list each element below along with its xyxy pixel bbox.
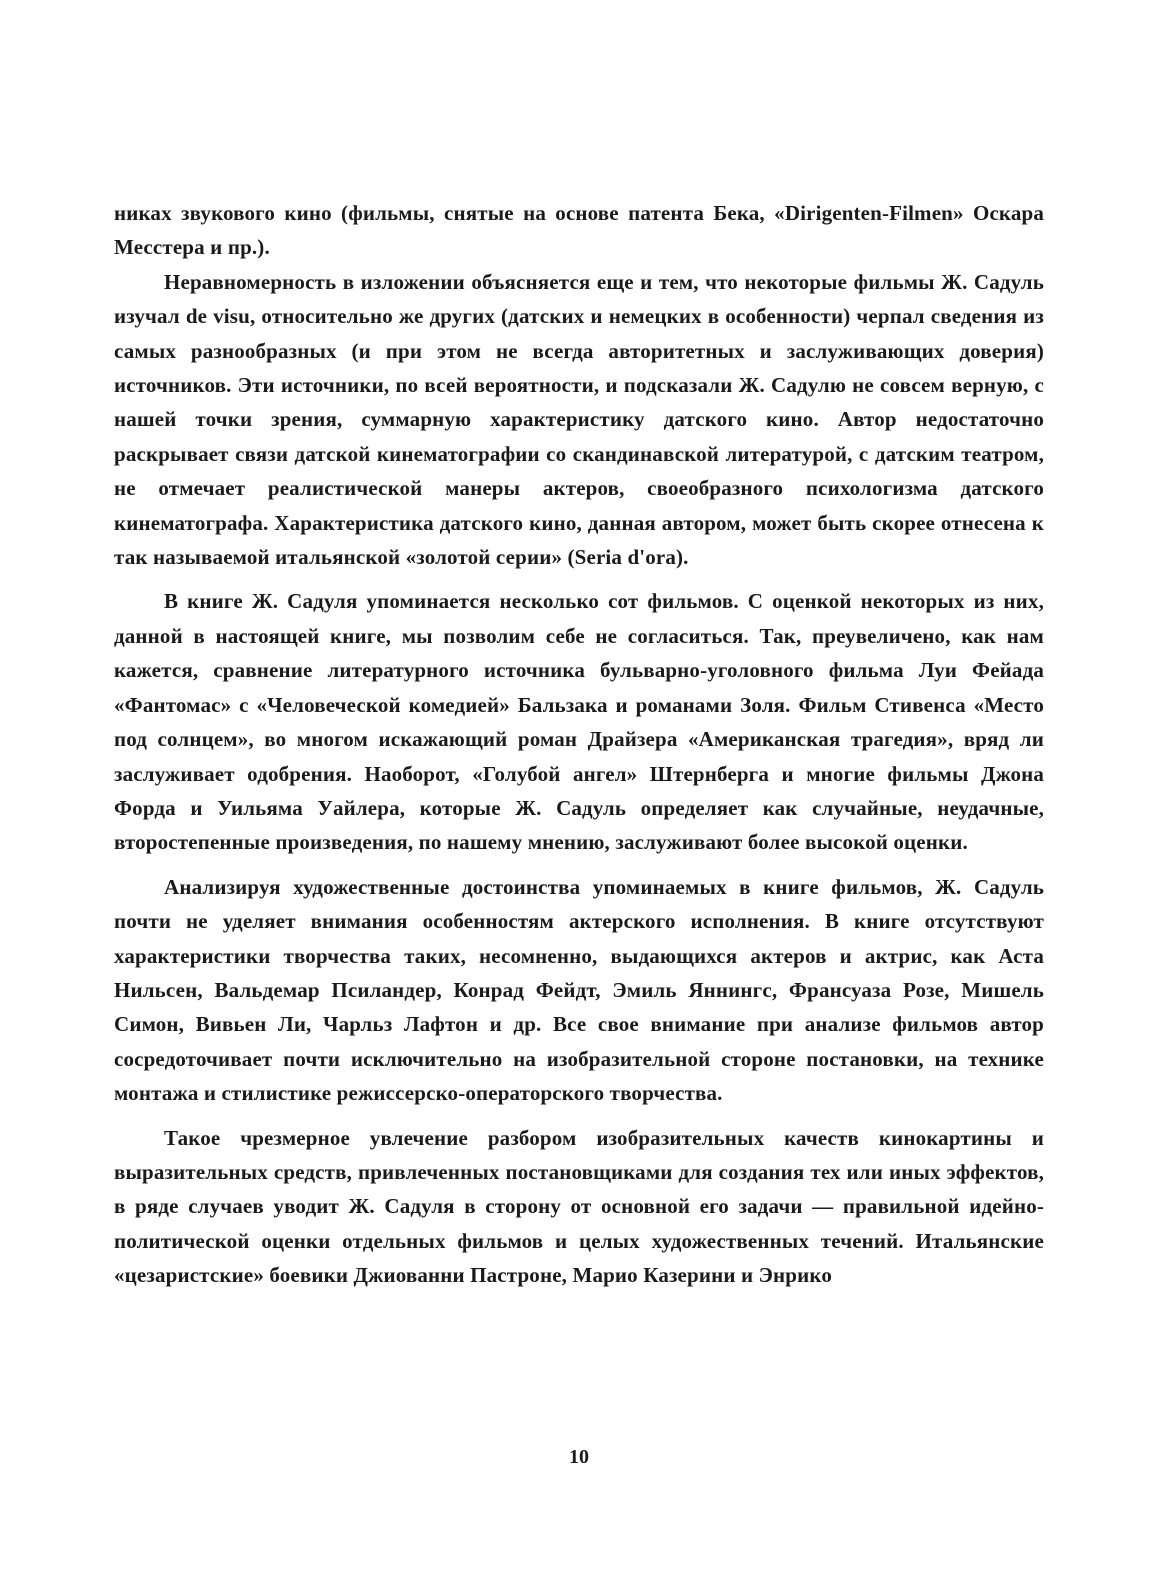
paragraph-visual-focus: Такое чрезмерное увлечение разбором изобразительных качеств кинокартины и выразительных средств, привлеченных постановщиками для создания тех или иных эффектов, в ряде случаев уводит Ж. Садуля в сторону от основной его задачи — правильной идейно-политической оценки отдельных фильмов и целых художественных течений. Итальянские «цезаристские» боевики Джиованни Пастроне, Марио Казерини и Энрико <box>114 1125 1044 1288</box>
paragraph-continuation: никах звукового кино (фильмы, снятые на основе патента Бека, «Dirigenten-Filmen» Оскара Месстера и пр.). <box>114 201 1044 260</box>
paragraph-unevenness: Неравномерность в изложении объясняется еще и тем, что некоторые фильмы Ж. Садуль изучал de visu, относительно же других (датских и немецких в особенности) черпал сведения из самых разнообразных (и при этом не всегда авторитетных и заслуживающих доверия) источников. Эти источники, по всей вероятности, и подсказали Ж. Садулю не совсем верную, с нашей точки зрения, суммарную характеристику датского кино. Автор недостаточно раскрывает связи датской кинематографии со скандинавской литературой, с датским театром, не отмечает реалистической манеры актеров, своеобразного психологизма датского кинематографа. Характеристика датского кино, данная автором, может быть скорее отнесена к так называемой итальянской «золотой серии» (Seria d'ora). <box>114 269 1044 570</box>
paragraph-film-assessments: В книге Ж. Садуля упоминается несколько сот фильмов. С оценкой некоторых из них, данной в настоящей книге, мы позволим себе не согласиться. Так, преувеличено, как нам кажется, сравнение литературного источника бульварно-уголовного фильма Луи Фейада «Фантомас» с «Человеческой комедией» Бальзака и романами Золя. Фильм Стивенса «Место под солнцем», во многом искажающий роман Драйзера «Американская трагедия», вряд ли заслуживает одобрения. Наоборот, «Голубой ангел» Штернберга и многие фильмы Джона Форда и Уильяма Уайлера, которые Ж. Садуль определяет как случайные, неудачные, второстепенные произведения, по нашему мнению, заслуживают более высокой оценки. <box>114 589 1044 855</box>
book-page <box>114 196 1044 1468</box>
paragraph-acting-analysis: Анализируя художественные достоинства упоминаемых в книге фильмов, Ж. Садуль почти не уделяет внимания особенностям актерского исполнения. В книге отсутствуют характеристики творчества таких, несомненно, выдающихся актеров и актрис, как Аста Нильсен, Вальдемар Псиландер, Конрад Фейдт, Эмиль Яннингс, Франсуаза Розе, Мишель Симон, Вивьен Ли, Чарльз Лафтон и др. Все свое внимание при анализе фильмов автор сосредоточивает почти исключительно на изобразительной стороне постановки, на технике монтажа и стилистике режиссерско-операторского творчества. <box>114 874 1044 1106</box>
page-number: 10 <box>569 1446 589 1468</box>
